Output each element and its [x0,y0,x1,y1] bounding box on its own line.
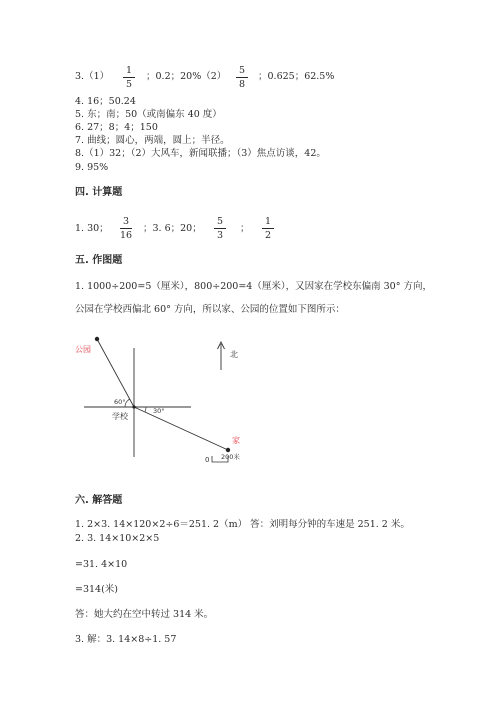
answer-6: 6. 27；8；4；150 [75,122,158,133]
solution-3: 3. 解：3. 14×8÷1. 57 [75,634,177,645]
section-6-title: 六. 解答题 [75,495,123,506]
scale-distance-label: 200米 [221,453,240,461]
school-point [132,405,135,408]
angle-30-arc [145,407,146,412]
solution-1: 1. 2×3. 14×120×2÷6＝251. 2（m） 答：刘明每分钟的车速是 251. 2 米。 [75,519,410,530]
answer-8: 8.（1）32；（2）大风车，新闻联播；（3）焦点访谈，42。 [75,148,326,159]
scale-zero-label: 0 [205,456,210,464]
calc-answer-part-b: ；3. 6；20； [143,223,202,234]
drawing-explanation-line-2: 公园在学校西偏北 60° 方向，所以家、公园的位置如下图所示： [75,304,345,315]
drawing-explanation-line-1: 1. 1000÷200=5（厘米），800÷200=4（厘米），又因家在学校东偏南 30° 方向， [75,281,432,292]
fraction-1-2: 1 2 [261,216,275,241]
north-label: 北 [230,350,238,359]
angle-30-label: 30° [153,407,165,415]
calc-answer-part-c: ； [240,223,250,234]
home-label: 家 [232,436,240,445]
section-4-title: 四. 计算题 [75,187,123,198]
park-point [95,337,99,341]
park-label: 公园 [75,345,91,354]
solution-2-answer: 答：她大约在空中转过 314 米。 [75,609,214,620]
angle-60-arc [125,399,130,407]
home-point [226,448,230,452]
fraction-1-5: 1 5 [122,65,136,90]
answer-5: 5. 东；南；50（或南偏东 40 度） [75,109,222,120]
answer-3-part-b: ；0.2；20%（2） [146,71,227,82]
answer-4: 4. 16；50.24 [75,96,136,107]
fraction-5-3: 5 3 [213,216,227,241]
solution-2: 2. 3. 14×10×2×5 [75,533,160,544]
fraction-5-8: 5 8 [235,65,249,90]
answer-3-part-c: ；0.625；62.5% [258,71,335,82]
angle-60-label: 60° [114,398,126,406]
answer-7: 7. 曲线；圆心，两端，圆上；半径。 [75,135,230,146]
solution-2-step-2: =314(米) [75,584,119,595]
answer-3-part-a: 3.（1） [75,71,110,82]
school-to-park-line [97,339,134,407]
school-to-home-line [134,407,228,450]
solution-2-step-1: =31. 4×10 [75,559,128,570]
calc-answer-part-a: 1. 30； [75,223,109,234]
answer-9: 9. 95% [75,162,109,173]
school-label: 学校 [112,412,128,421]
section-5-title: 五. 作图题 [75,255,123,266]
fraction-3-16: 3 16 [119,216,133,241]
